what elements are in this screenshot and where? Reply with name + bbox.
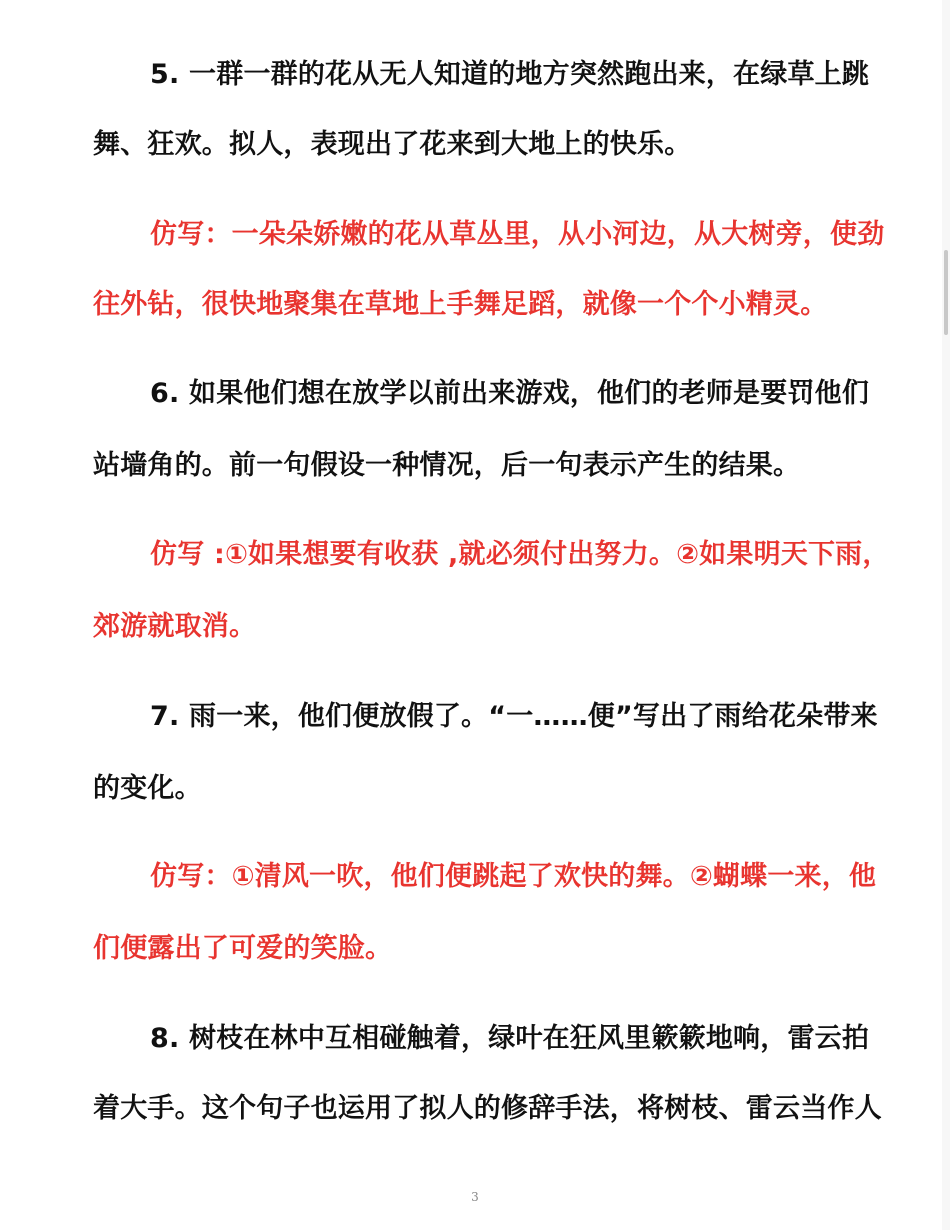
imitation-6-line-1: 仿写 :①如果想要有收获 ,就必须付出努力。②如果明天下雨，	[150, 539, 890, 570]
sentence-5-line-1: 5. 一群一群的花从无人知道的地方突然跑出来，在绿草上跳	[150, 59, 870, 90]
sentence-7-line-1: 7. 雨一来，他们便放假了。“一……便”写出了雨给花朵带来	[150, 701, 878, 732]
scrollbar-track[interactable]	[942, 0, 950, 1230]
sentence-6-line-1: 6. 如果他们想在放学以前出来游戏，他们的老师是要罚他们	[150, 378, 870, 409]
sentence-8-line-1: 8. 树枝在林中互相碰触着，绿叶在狂风里簌簌地响，雷云拍	[150, 1023, 870, 1054]
imitation-7-line-2: 们便露出了可爱的笑脸。	[93, 933, 393, 964]
page-number: 3	[471, 1190, 479, 1204]
imitation-5-line-2: 往外钻，很快地聚集在草地上手舞足蹈，就像一个个小精灵。	[93, 289, 828, 320]
sentence-6-line-2: 站墙角的。前一句假设一种情况，后一句表示产生的结果。	[93, 450, 801, 481]
imitation-6-line-2: 郊游就取消。	[93, 611, 257, 642]
scrollbar-thumb[interactable]	[944, 250, 948, 335]
imitation-5-line-1: 仿写：一朵朵娇嫩的花从草丛里，从小河边，从大树旁，使劲	[150, 219, 885, 250]
sentence-8-line-2: 着大手。这个句子也运用了拟人的修辞手法，将树枝、雷云当作人	[93, 1093, 882, 1124]
sentence-7-line-2: 的变化。	[93, 773, 202, 804]
imitation-7-line-1: 仿写：①清风一吹，他们便跳起了欢快的舞。②蝴蝶一来，他	[150, 861, 877, 892]
sentence-5-line-2: 舞、狂欢。拟人，表现出了花来到大地上的快乐。	[93, 129, 692, 160]
